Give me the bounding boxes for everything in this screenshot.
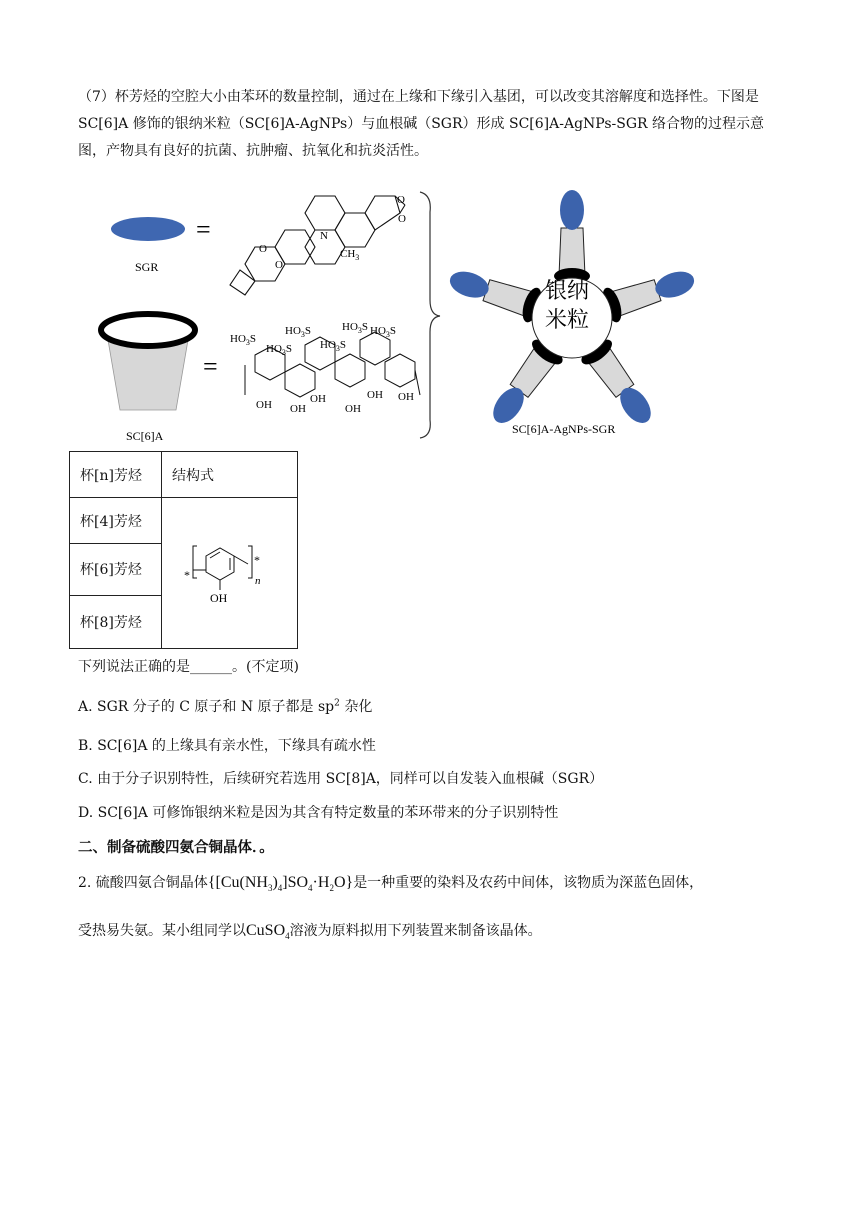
intro-paragraph: （7）杯芳烃的空腔大小由苯环的数量控制，通过在上缘和下缘引入基团，可以改变其溶解度和选择性。下图是 SC[6]A 修饰的银纳米粒（SC[6]A-AgNPs）与血根碱（SGR）形成 SC[6]A-AgNPs-SGR 络合物的过程示意图，产物具有良好的抗菌、抗肿瘤、抗氧化和抗炎活性。 [78,89,765,159]
question-stem: 下列说法正确的是______。(不定项) [78,659,299,675]
svg-text:HO3S: $HO_3S$ [266,343,293,357]
complex-star-icon [446,190,698,429]
o-atom-3: O [259,243,267,255]
svg-text:HO3S: $HO_3S$ [285,325,312,339]
ho3s-labels [230,321,396,357]
svg-text:HO3S: $HO_3S$ [320,339,347,353]
option-d: D. SC[6]A 可修饰银纳米粒是因为其含有特定数量的苯环带来的分子识别特性 [78,805,559,821]
calixarene-formula [162,498,298,649]
table-header-name: 杯[n]芳烃 [70,452,162,498]
nano-text-1: 银纳 [545,278,590,303]
equals-sign-1: = [196,215,211,244]
option-c: C. 由于分子识别特性，后续研究若选用 SC[8]A，同样可以自发装入血根碱（SGR） [78,771,604,787]
table-row-calix6: 杯[6]芳烃 [70,544,162,595]
option-a: A. SGR 分子的 C 原子和 N 原子都是 $sp^2$ 杂化 [78,698,373,715]
svg-text:HO3S: $HO_3S$ [230,333,257,347]
sgr-label: SGR [135,260,159,274]
calixarene-repeat-unit-icon [162,498,297,644]
sgr-ellipse-icon [111,217,185,241]
sgr-structure [230,196,405,295]
svg-text:OH: OH [310,393,326,405]
nano-text-2: 米粒 [545,307,590,332]
svg-text:OH: OH [367,389,383,401]
question-2-line-2: 受热易失氨。某小组同学以CuSO$_4$溶液为原料拟用下列装置来制备该晶体。 [78,922,542,942]
svg-text:OH: OH [290,403,306,415]
oh-labels [256,389,414,415]
option-b: B. SC[6]A 的上缘具有亲水性，下缘具有疏水性 [78,738,376,754]
svg-text:OH: OH [345,403,361,415]
table-row-calix8: 杯[8]芳烃 [70,595,162,648]
svg-text:*: * [254,553,260,567]
table-row-calix4: 杯[4]芳烃 [70,498,162,544]
svg-text:OH: OH [398,391,414,403]
svg-text:n: n [255,575,261,587]
sgr-complex-figure [0,185,860,445]
sc6a-label: SC[6]A [126,429,164,443]
o-atom-4: O [275,259,283,271]
o-atom-2: O [398,213,406,225]
equals-sign-2: = [203,352,218,381]
svg-text:HO3S: $HO_3S$ [342,321,369,335]
svg-text:*: * [184,568,190,582]
complex-label: SC[6]A-AgNPs-SGR [512,422,616,436]
o-atom-1: O [397,194,405,206]
svg-text:OH: OH [210,591,228,605]
svg-text:HO3S: $HO_3S$ [370,325,397,339]
calixarene-table [69,451,298,649]
section-heading: 二、制备硫酸四氨合铜晶体．。 [78,840,274,856]
svg-text:OH: OH [256,399,272,411]
cup-rim-icon [101,314,195,346]
cup-body-icon [108,340,188,410]
question-2-line-1: 2. 硫酸四氨合铜晶体$\{[Cu(NH_3)_4]SO_4\cdot H_2O\}$是一种重要的染料及农药中间体，该物质为深蓝色固体， [78,874,704,894]
table-header-structure: 结构式 [162,452,298,498]
n-atom: N [320,230,328,242]
brace-icon [420,192,440,438]
ch3-label: $CH_3$ [340,248,360,262]
